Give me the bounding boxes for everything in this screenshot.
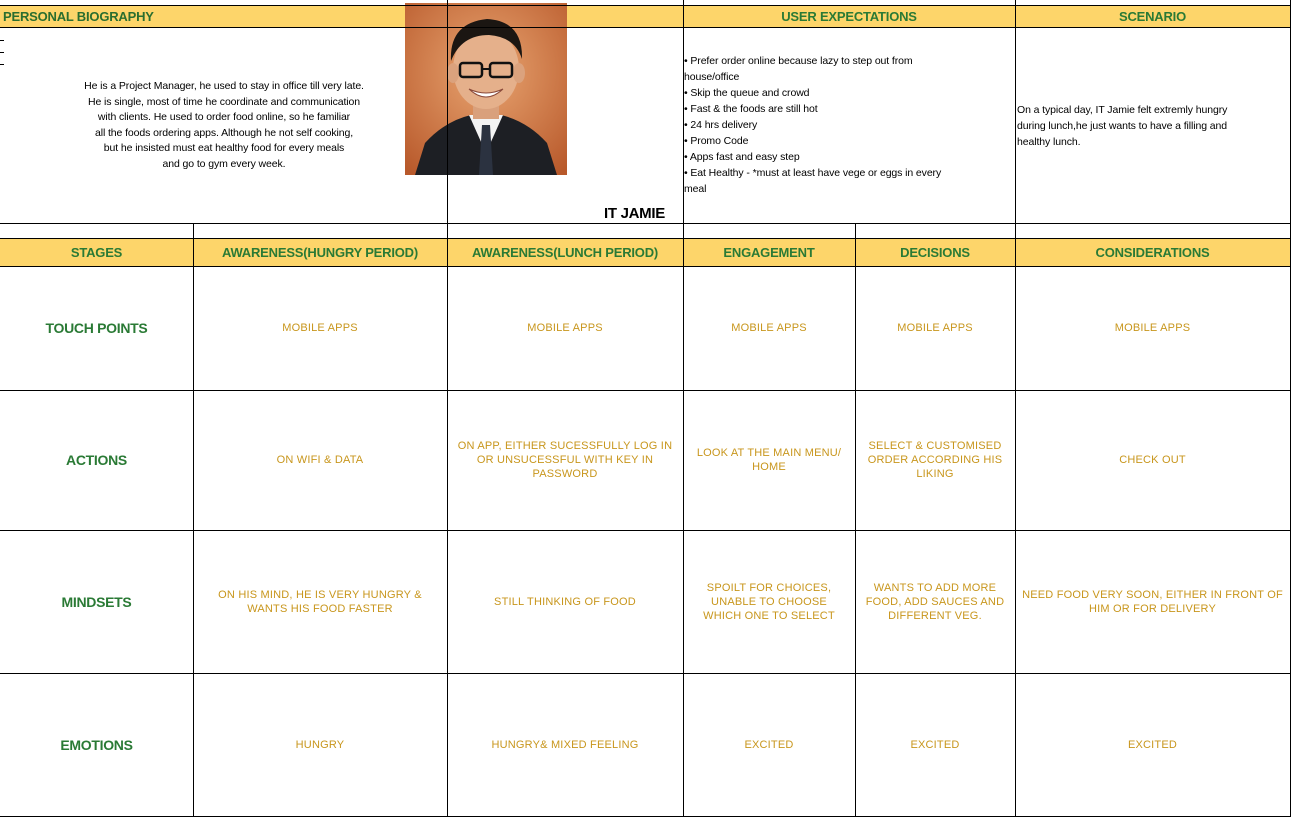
scenario-line: healthy lunch. (1017, 136, 1081, 148)
row-label-actions: ACTIONS (66, 452, 127, 468)
scenario-title: SCENARIO (1118, 8, 1187, 24)
row-label-mindsets: MINDSETS (61, 593, 132, 610)
expectation-item: • Fast & the foods are still hot (684, 103, 818, 115)
stage-header (1015, 239, 1290, 266)
stage-label: CONSIDERATIONS (1095, 245, 1210, 260)
expectation-item: • Eat Healthy - *must at least have vege or eggs in every (684, 167, 942, 179)
expectations-list (684, 53, 941, 197)
journey-cell: NEED FOOD VERY SOON, EITHER IN FRONT OF HIM OR FOR DELIVERY (1022, 588, 1283, 615)
journey-cell: HUNGRY (295, 738, 345, 751)
stage-header (683, 239, 855, 266)
stage-label: DECISIONS (900, 245, 970, 260)
stages-header (0, 239, 193, 266)
stage-label: AWARENESS(HUNGRY PERIOD) (221, 245, 418, 260)
journey-cell: LOOK AT THE MAIN MENU/ HOME (696, 447, 842, 473)
expectation-item: • 24 hrs delivery (684, 119, 758, 131)
expectation-item: meal (684, 183, 707, 195)
journey-cell: SELECT & CUSTOMISED ORDER ACCORDING HIS LIKING (867, 440, 1003, 480)
stage-header (855, 239, 1015, 266)
biography-text (2, 79, 446, 172)
bio-line: with clients. He used to order food online, so he familiar (97, 111, 351, 123)
journey-cell: MOBILE APPS (527, 322, 603, 334)
journey-cell: CHECK OUT (1119, 454, 1186, 466)
journey-cell: EXCITED (910, 738, 960, 751)
expectation-item: • Apps fast and easy step (684, 151, 800, 163)
expectations-header (683, 5, 1015, 27)
journey-cell: HUNGRY& MIXED FEELING (491, 738, 639, 751)
bio-line: all the foods ordering apps. Although he not self cooking, (94, 126, 354, 139)
bio-line: and go to gym every week. (162, 157, 286, 170)
expectation-item: house/office (684, 71, 740, 83)
journey-cell: MOBILE APPS (731, 322, 807, 334)
journey-cell: STILL THINKING OF FOOD (494, 595, 636, 608)
journey-cell: ON WIFI & DATA (276, 454, 364, 466)
journey-cell: SPOILT FOR CHOICES, UNABLE TO CHOOSE WHICH ONE TO SELECT (703, 581, 835, 622)
avatar (405, 3, 567, 175)
biography-header (0, 5, 683, 27)
journey-cell: WANTS TO ADD MORE FOOD, ADD SAUCES AND DIFFERENT VEG. (865, 581, 1005, 622)
bio-line: He is single, most of time he coordinate and communication (87, 95, 360, 108)
expectation-item: • Prefer order online because lazy to step out from (684, 55, 913, 67)
stage-label: ENGAGEMENT (723, 245, 815, 260)
stage-header (193, 239, 447, 266)
journey-cell: EXCITED (744, 738, 794, 751)
persona-name: IT JAMIE (604, 205, 665, 222)
scenario-header (1015, 5, 1290, 27)
journey-cell: ON APP, EITHER SUCESSFULLY LOG IN OR UNSUCESSFUL WITH KEY IN PASSWORD (457, 440, 673, 480)
row-label-touch-points: TOUCH POINTS (45, 320, 148, 336)
expectation-item: • Skip the queue and crowd (684, 87, 810, 99)
bio-line: He is a Project Manager, he used to stay in office till very late. (84, 80, 364, 92)
journey-cell: ON HIS MIND, HE IS VERY HUNGRY & WANTS HIS FOOD FASTER (218, 588, 422, 615)
row-label-emotions: EMOTIONS (60, 736, 133, 753)
journey-cell: EXCITED (1127, 738, 1178, 751)
stage-label: AWARENESS(LUNCH PERIOD) (471, 245, 659, 260)
biography-title: PERSONAL BIOGRAPHY (3, 8, 154, 24)
journey-cell: MOBILE APPS (897, 322, 973, 334)
stage-header (447, 239, 683, 266)
scenario-text (1017, 102, 1227, 150)
stages-label: STAGES (70, 245, 123, 260)
journey-cell: MOBILE APPS (1114, 322, 1191, 334)
bio-line: but he insisted must eat healthy food for every meals (103, 142, 345, 154)
scenario-line: On a typical day, IT Jamie felt extremly hungry (1017, 104, 1228, 116)
scenario-line: during lunch,he just wants to have a filling and (1017, 120, 1228, 132)
expectations-title: USER EXPECTATIONS (781, 8, 917, 24)
journey-cell: MOBILE APPS (282, 322, 358, 334)
expectation-item: • Promo Code (684, 135, 749, 147)
